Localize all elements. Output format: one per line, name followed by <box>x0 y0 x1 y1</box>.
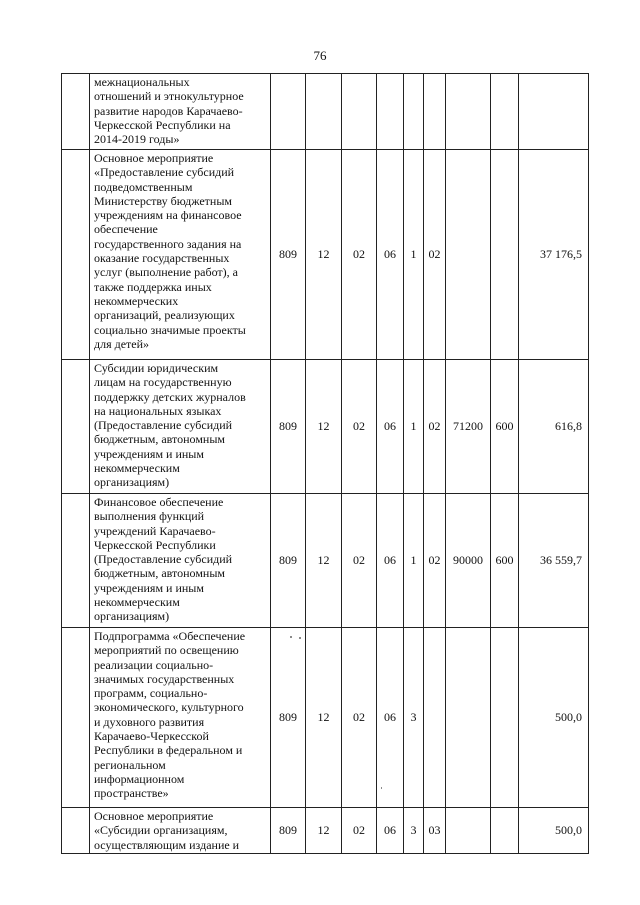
program-code: 06 <box>377 150 404 360</box>
expense-type <box>491 74 519 150</box>
index-cell <box>62 74 90 150</box>
section-code <box>306 74 342 150</box>
amount <box>519 74 589 150</box>
table-row <box>62 360 589 494</box>
subprogram-code: 3 <box>404 628 424 808</box>
ministry-code: 809 <box>271 808 306 854</box>
index-cell <box>62 628 90 808</box>
direction-code <box>446 150 491 360</box>
activity-code: 02 <box>424 360 446 494</box>
section-code: 12 <box>306 360 342 494</box>
amount: 616,8 <box>519 360 589 494</box>
section-code: 12 <box>306 494 342 628</box>
scan-speck <box>290 636 292 638</box>
table-row <box>62 150 589 360</box>
table-row <box>62 74 589 150</box>
ministry-code: 809 <box>271 628 306 808</box>
ministry-code: 809 <box>271 494 306 628</box>
page-number: 76 <box>313 48 327 63</box>
scan-speck <box>299 637 301 639</box>
index-cell <box>62 494 90 628</box>
amount: 36 559,7 <box>519 494 589 628</box>
amount: 500,0 <box>519 628 589 808</box>
budget-table <box>61 73 589 854</box>
direction-code <box>446 808 491 854</box>
ministry-code <box>271 74 306 150</box>
direction-code <box>446 628 491 808</box>
activity-code <box>424 74 446 150</box>
index-cell <box>62 150 90 360</box>
activity-code <box>424 628 446 808</box>
subprogram-code: 1 <box>404 360 424 494</box>
table-row <box>62 628 589 808</box>
ministry-code: 809 <box>271 360 306 494</box>
expense-type <box>491 150 519 360</box>
expense-type: 600 <box>491 494 519 628</box>
subsection-code <box>342 74 377 150</box>
activity-code: 03 <box>424 808 446 854</box>
row-name: Основное мероприятие «Субсидии организациям, осуществляющим издание и <box>90 808 271 854</box>
subprogram-code: 3 <box>404 808 424 854</box>
program-code: 06 <box>377 494 404 628</box>
activity-code: 02 <box>424 150 446 360</box>
ministry-code: 809 <box>271 150 306 360</box>
program-code <box>377 74 404 150</box>
section-code: 12 <box>306 150 342 360</box>
subsection-code: 02 <box>342 360 377 494</box>
scan-speck <box>381 787 382 789</box>
subprogram-code: 1 <box>404 150 424 360</box>
direction-code <box>446 74 491 150</box>
direction-code: 71200 <box>446 360 491 494</box>
section-code: 12 <box>306 628 342 808</box>
index-cell <box>62 360 90 494</box>
amount: 37 176,5 <box>519 150 589 360</box>
subsection-code: 02 <box>342 808 377 854</box>
subsection-code: 02 <box>342 628 377 808</box>
table-row <box>62 808 589 854</box>
program-code: 06 <box>377 628 404 808</box>
section-code: 12 <box>306 808 342 854</box>
subsection-code: 02 <box>342 494 377 628</box>
row-name: межнациональных отношений и этнокультурное развитие народов Карачаево- Черкесской Республики на 2014-2019 годы» <box>90 74 271 150</box>
subsection-code: 02 <box>342 150 377 360</box>
row-name: Основное мероприятие «Предоставление субсидий подведомственным Министерству бюджетным учреждениям на финансовое обеспечение государственного задания на оказание государственных услуг (выполнение работ), а также поддержка иных некоммерческих организаций, реализующих социально значимые проекты для детей» <box>90 150 271 360</box>
row-name: Финансовое обеспечение выполнения функций учреждений Карачаево- Черкесской Республики (Предоставление субсидий бюджетным, автономным учреждениям и иным некоммерческим организациям) <box>90 494 271 628</box>
subprogram-code: 1 <box>404 494 424 628</box>
activity-code: 02 <box>424 494 446 628</box>
row-name: Подпрограмма «Обеспечение мероприятий по освещению реализации социально- значимых государственных программ, социально- экономического, культурного и духовного развития Карачаево-Черкесской Республики в федеральном и региональном информационном пространстве» <box>90 628 271 808</box>
table-row <box>62 494 589 628</box>
direction-code: 90000 <box>446 494 491 628</box>
row-name: Субсидии юридическим лицам на государственную поддержку детских журналов на национальных языках (Предоставление субсидий бюджетным, автономным учреждениям и иным некоммерческим организациям) <box>90 360 271 494</box>
expense-type <box>491 808 519 854</box>
expense-type <box>491 628 519 808</box>
index-cell <box>62 808 90 854</box>
program-code: 06 <box>377 360 404 494</box>
subprogram-code <box>404 74 424 150</box>
expense-type: 600 <box>491 360 519 494</box>
amount: 500,0 <box>519 808 589 854</box>
program-code: 06 <box>377 808 404 854</box>
